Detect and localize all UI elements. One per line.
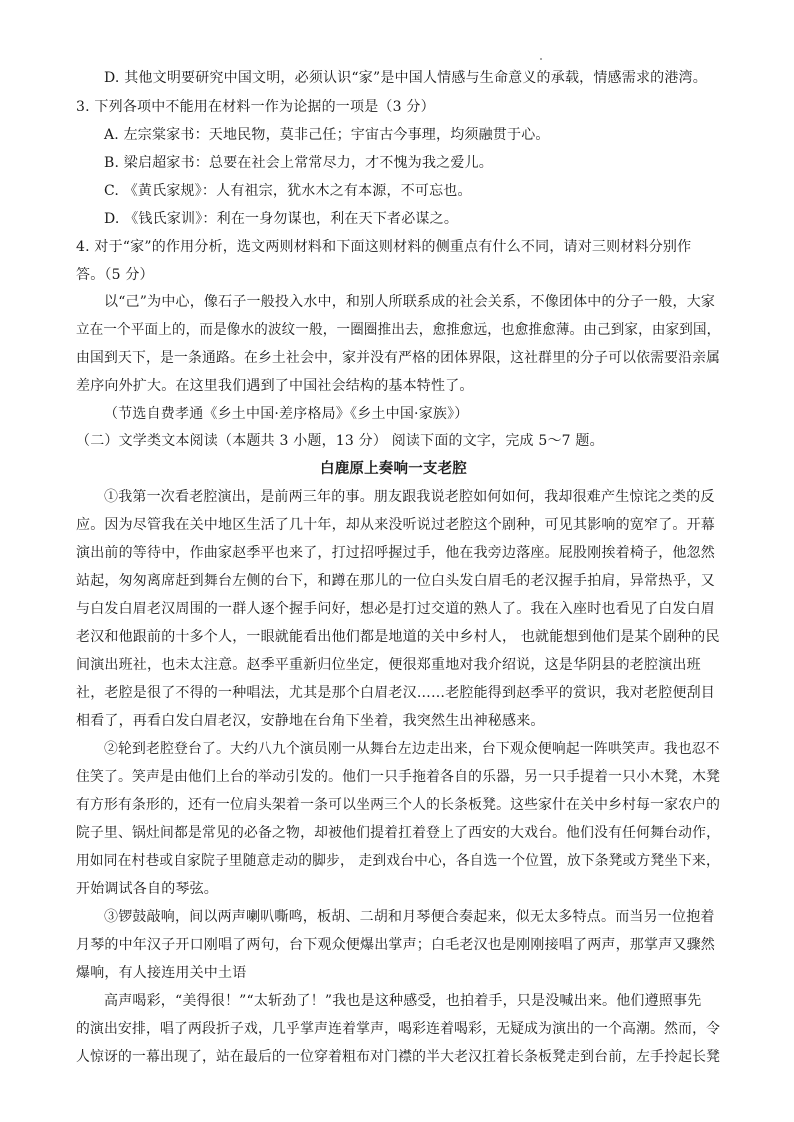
q4-stem-line2: 答。（5 分） (76, 267, 154, 283)
paragraph-line: 老汉和他跟前的十多个人，一眼就能看出他们都是地道的关中乡村人， 也就能想到他们是某个剧种的民 (76, 629, 720, 645)
q3-option-b: B. 梁启超家书：总要在社会上常常尽力，才不愧为我之爱儿。 (104, 155, 493, 171)
paragraph-line: 演出前的等待中，作曲家赵季平也来了，打过招呼握过手，他在我旁边落座。屁股刚挨着椅子，他忽然 (76, 545, 715, 561)
scan-speck (540, 58, 542, 60)
q3-option-c: C. 《黄氏家规》：人有祖宗，犹水木之有本源，不可忘也。 (104, 183, 472, 199)
q3-option-a: A. 左宗棠家书：天地民物，莫非己任；宇宙古今事理，均须融贯于心。 (104, 127, 550, 143)
q4-stem-line1: 4. 对于“家”的作用分析，选文两则材料和下面这则材料的侧重点有什么不同，请对三则材料分别作 (76, 239, 692, 255)
paragraph-line: 院子里、锅灶间都是常见的必备之物，却被他们提着扛着登上了西安的大戏台。他们没有任何舞台动作， (76, 825, 721, 841)
paragraph-line: 相看了，再看白发白眉老汉，安静地在台角下坐着，我突然生出神秘感来。 (76, 713, 545, 729)
q4-passage-line: 由国到天下，是一条通路。在乡土社会中，家并没有严格的团体界限，这社群里的分子可以依需要沿亲属 (76, 350, 721, 366)
paragraph-line: 住笑了。笑声是由他们上台的举动引发的。他们一只手拖着各自的乐器，另一只手提着一只小木凳，木凳 (76, 769, 721, 785)
paragraph-line: 用如同在村巷或自家院子里随意走动的脚步， 走到戏台中心，各自选一个位置，放下条凳或方凳坐下来， (76, 853, 720, 869)
paragraph-line: ①我第一次看老腔演出，是前两三年的事。朋友跟我说老腔如何如何，我却很难产生惊诧之类的反 (104, 489, 715, 505)
paragraph-line: 高声喝彩，“美得很！”“太斩劲了！”我也是这种感受，也拍着手，只是没喊出来。他们遵照事先 (104, 993, 702, 1009)
paragraph-line: 间演出班社，也未太注意。赵季平重新归位坐定，便很郑重地对我介绍说，这是华阴县的老腔演出班 (76, 657, 701, 673)
paragraph-line: 站起，匆匆离席赶到舞台左侧的台下，和蹲在那儿的一位白头发白眉毛的老汉握手拍肩，异常热乎，又 (76, 573, 715, 589)
paragraph-line: 社，老腔是很了不得的一种唱法，尤其是那个白眉老汉……老腔能得到赵季平的赏识，我对老腔便刮目 (76, 685, 715, 701)
article-title: 白鹿原上奏响一支老腔 (320, 460, 467, 477)
paragraph-line: 人惊讶的一幕出现了，站在最后的一位穿着粗布对门襟的半大老汉扛着长条板凳走到台前，左手拎起长凳 (76, 1049, 721, 1065)
q3-stem: 3. 下列各项中不能用在材料一作为论据的一项是（3 分） (76, 99, 435, 115)
paragraph-line: 与白发白眉老汉周围的一群人逐个握手问好，想必是打过交道的熟人了。我在入座时也看见了白发白眉 (76, 601, 715, 617)
paragraph-line: 有方形有条形的，还有一位肩头架着一条可以坐两三个人的长条板凳。这些家什在关中乡村每一家农户的 (76, 797, 721, 813)
q2-option-d: D. 其他文明要研究中国文明，必须认识“家”是中国人情感与生命意义的承载，情感需求的港湾。 (104, 70, 707, 86)
q4-passage-line: 立在一个平面上的，而是像水的波纹一般，一圈圈推出去，愈推愈远，也愈推愈薄。由己到家，由家到国， (76, 322, 721, 338)
paragraph-line: ③锣鼓敲响，间以两声喇叭嘶鸣，板胡、二胡和月琴便合奏起来，似无太多特点。而当另一位抱着 (104, 909, 715, 925)
q4-passage-line: 以“己”为中心，像石子一般投入水中，和别人所联系成的社会关系，不像团体中的分子一般，大家 (104, 294, 716, 310)
section-heading: （二）文学类文本阅读（本题共 3 小题，13 分） 阅读下面的文字，完成 5～7 题。 (76, 433, 604, 449)
paragraph-line: 应。因为尽管我在关中地区生活了几十年，却从来没听说过老腔这个剧种，可见其影响的宽窄了。开幕 (76, 517, 715, 533)
paragraph-line: 月琴的中年汉子开口刚唱了两句，台下观众便爆出掌声；白毛老汉也是刚刚接唱了两声，那掌声又骤然 (76, 937, 715, 953)
q4-source: （节选自费孝通《乡土中国·差序格局》《乡土中国·家族》） (104, 406, 469, 422)
q4-passage-line: 差序向外扩大。在这里我们遇到了中国社会结构的基本特性了。 (76, 378, 474, 394)
paragraph-line: 爆响，有人接连用关中土语 (76, 965, 247, 981)
q3-option-d: D. 《钱氏家训》：利在一身勿谋也，利在天下者必谋之。 (104, 211, 459, 227)
paragraph-line: 开始调试各自的琴弦。 (76, 881, 218, 897)
paragraph-line: 的演出安排，唱了两段折子戏，几乎掌声连着掌声，喝彩连着喝彩，无疑成为演出的一个高潮。然而，令 (76, 1021, 721, 1037)
paragraph-line: ②轮到老腔登台了。大约八九个演员刚一从舞台左边走出来，台下观众便响起一阵哄笑声。我也忍不 (104, 741, 720, 757)
